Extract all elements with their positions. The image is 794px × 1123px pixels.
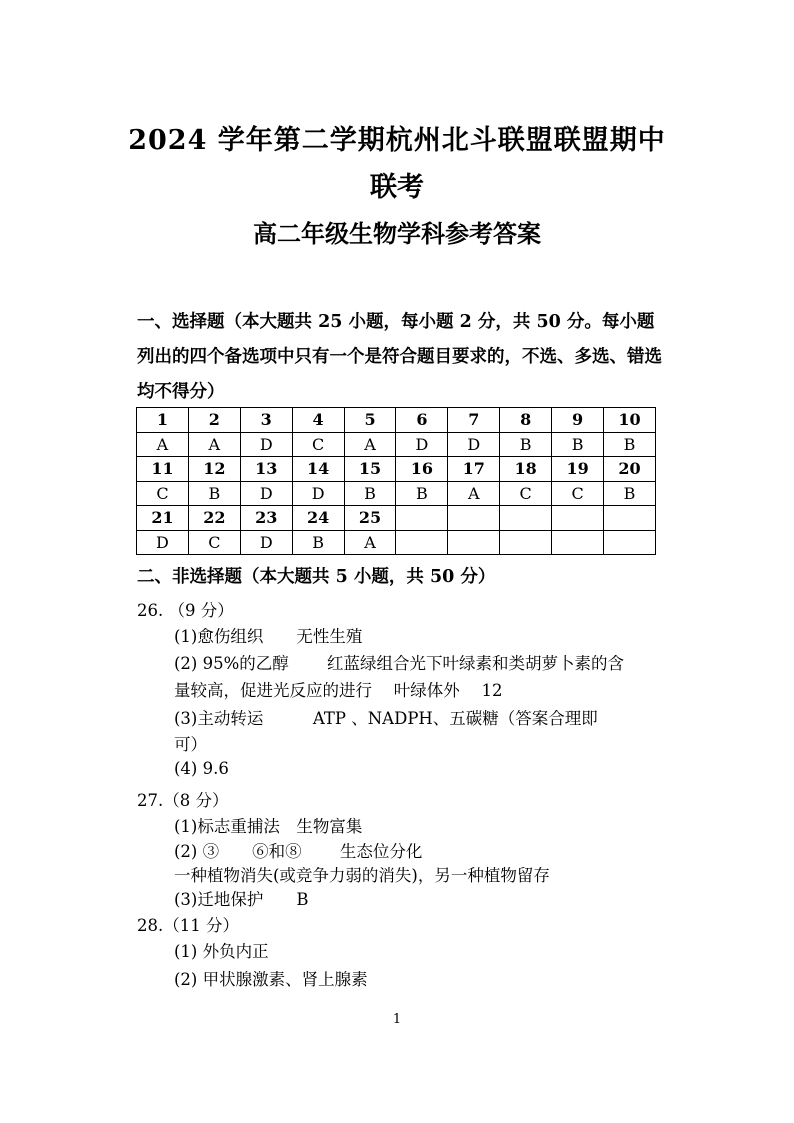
question-number-cell: 5 — [344, 408, 396, 433]
question-number-cell: 7 — [448, 408, 500, 433]
question-number-cell: 20 — [604, 457, 656, 482]
question-number-row — [137, 506, 656, 531]
q26-line2: (2) 95%的乙醇 红蓝绿组合光下叶绿素和类胡萝卜素的含 — [174, 654, 625, 673]
answer-table — [136, 407, 656, 555]
q28-line1: (1) 外负内正 — [174, 942, 269, 961]
q26-line1: (1)愈伤组织 无性生殖 — [174, 627, 363, 646]
q26-line6: (4) 9.6 — [174, 759, 229, 778]
answer-cell: C — [188, 530, 240, 555]
answer-cell: C — [292, 432, 344, 457]
answer-cell — [396, 530, 448, 555]
q27-line3: 一种植物消失(或竞争力弱的消失)，另一种植物留存 — [174, 866, 550, 885]
q26-line5: 可） — [174, 735, 207, 754]
answer-cell: B — [500, 432, 552, 457]
answer-cell: D — [240, 530, 292, 555]
question-number-cell: 13 — [240, 457, 292, 482]
q26-line4: (3)主动转运 ATP 、NADPH、五碳糖（答案合理即 — [174, 709, 598, 728]
q27-line2: (2) ③ ⑥和⑧ 生态位分化 — [174, 842, 423, 861]
answer-cell: D — [240, 481, 292, 506]
question-number-cell: 6 — [396, 408, 448, 433]
question-number-cell: 14 — [292, 457, 344, 482]
answer-cell: D — [240, 432, 292, 457]
answer-cell — [552, 530, 604, 555]
answer-row — [137, 432, 656, 457]
answer-cell: A — [344, 530, 396, 555]
answer-cell: D — [137, 530, 189, 555]
question-number-cell — [448, 506, 500, 531]
question-number-cell — [552, 506, 604, 531]
document-title-line1: 2024 学年第二学期杭州北斗联盟联盟期中 — [128, 125, 666, 156]
answer-cell: C — [137, 481, 189, 506]
answer-cell — [448, 530, 500, 555]
question-number-cell: 24 — [292, 506, 344, 531]
question-number-cell: 16 — [396, 457, 448, 482]
question-number-cell: 2 — [188, 408, 240, 433]
document-subtitle: 高二年级生物学科参考答案 — [253, 219, 541, 248]
page-number: 1 — [392, 1012, 402, 1027]
q28-line2: (2) 甲状腺激素、肾上腺素 — [174, 970, 368, 989]
question-number-cell: 3 — [240, 408, 292, 433]
answer-cell: D — [396, 432, 448, 457]
section1-intro: 一、选择题（本大题共 25 小题，每小题 2 分，共 50 分。每小题列出的四个备选项中只有一个是符合题目要求的，不选、多选、错选均不得分） — [137, 312, 662, 402]
answer-cell: A — [137, 432, 189, 457]
answer-cell: A — [448, 481, 500, 506]
answer-cell: B — [552, 432, 604, 457]
answer-cell: A — [188, 432, 240, 457]
question-number-cell: 22 — [188, 506, 240, 531]
answer-cell: B — [604, 432, 656, 457]
answer-cell: B — [604, 481, 656, 506]
question-number-row — [137, 408, 656, 433]
question-number-cell: 12 — [188, 457, 240, 482]
answer-cell: B — [396, 481, 448, 506]
question-number-cell — [500, 506, 552, 531]
answer-row — [137, 481, 656, 506]
answer-row — [137, 530, 656, 555]
question-number-cell: 18 — [500, 457, 552, 482]
question-number-cell: 23 — [240, 506, 292, 531]
q27-line4: (3)迁地保护 B — [174, 890, 309, 909]
section2-heading: 二、非选择题（本大题共 5 小题，共 50 分） — [137, 567, 496, 587]
q27-heading: 27.（8 分） — [137, 791, 229, 810]
question-number-cell — [604, 506, 656, 531]
question-number-cell: 11 — [137, 457, 189, 482]
question-number-row — [137, 457, 656, 482]
question-number-cell: 8 — [500, 408, 552, 433]
question-number-cell: 10 — [604, 408, 656, 433]
question-number-cell: 15 — [344, 457, 396, 482]
q28-heading: 28.（11 分） — [137, 916, 239, 935]
answer-cell: B — [292, 530, 344, 555]
question-number-cell: 9 — [552, 408, 604, 433]
answer-cell: B — [344, 481, 396, 506]
question-number-cell: 25 — [344, 506, 396, 531]
question-number-cell: 21 — [137, 506, 189, 531]
q26-line3: 量较高，促进光反应的进行 叶绿体外 12 — [174, 681, 503, 700]
answer-cell: D — [292, 481, 344, 506]
question-number-cell: 17 — [448, 457, 500, 482]
answer-cell — [604, 530, 656, 555]
question-number-cell: 1 — [137, 408, 189, 433]
question-number-cell: 19 — [552, 457, 604, 482]
question-number-cell: 4 — [292, 408, 344, 433]
answer-cell: C — [500, 481, 552, 506]
q27-line1: (1)标志重捕法 生物富集 — [174, 817, 363, 836]
question-number-cell — [396, 506, 448, 531]
q26-heading: 26. （9 分） — [137, 601, 234, 620]
answer-cell: B — [188, 481, 240, 506]
document-title-line2: 联考 — [370, 172, 424, 203]
answer-cell — [500, 530, 552, 555]
answer-cell: D — [448, 432, 500, 457]
answer-cell: A — [344, 432, 396, 457]
answer-cell: C — [552, 481, 604, 506]
